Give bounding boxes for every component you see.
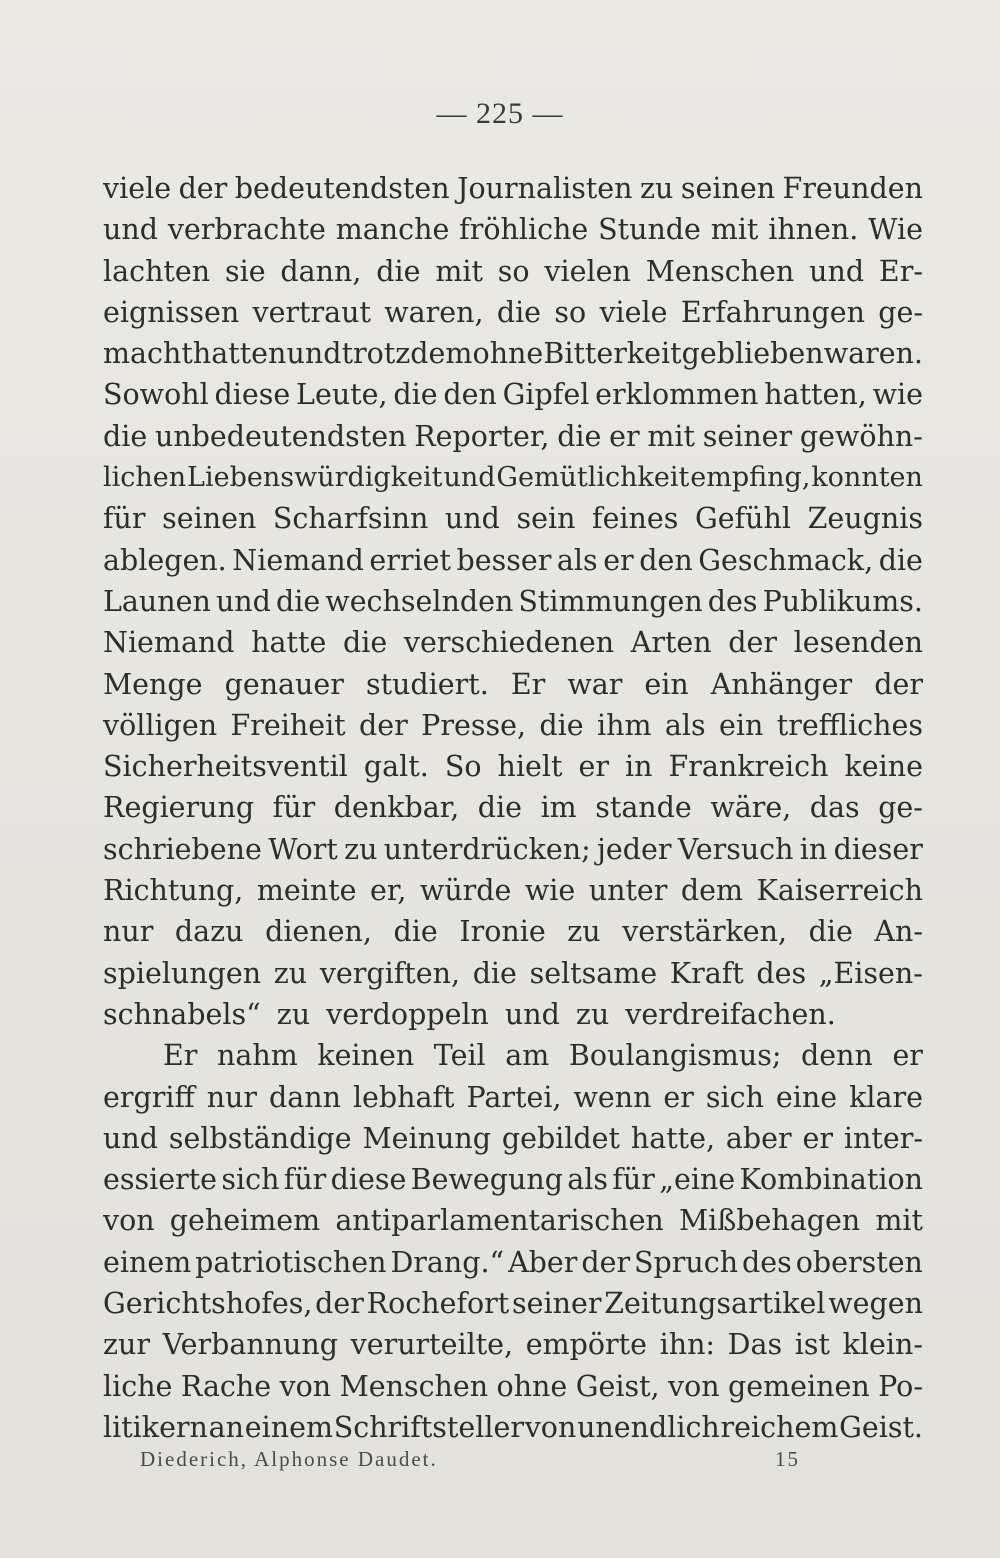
word: er [802, 1121, 834, 1155]
word: verdreifachen. [625, 997, 836, 1031]
word: die [472, 956, 517, 990]
word: Freunden [782, 172, 923, 205]
word: ihn: [659, 1328, 716, 1362]
word: zu [276, 997, 311, 1031]
word: ein [719, 708, 764, 742]
text-line [103, 1283, 923, 1324]
word: Gerichtshofes, [103, 1287, 313, 1321]
word: der [359, 708, 408, 742]
word: seinen [680, 172, 776, 205]
word: konnten [811, 462, 923, 494]
word: ge- [878, 791, 923, 825]
word: klein- [842, 1328, 923, 1362]
word: Sicherheitsventil [103, 750, 348, 784]
word: und [103, 1121, 158, 1155]
word: Wie [868, 213, 923, 247]
word: Richtung, [103, 874, 244, 908]
word: er [578, 750, 609, 784]
word: „Eisen- [818, 956, 923, 990]
word: geblieben [681, 337, 824, 371]
word: denn [801, 1039, 873, 1073]
word: wenn [573, 1080, 652, 1114]
word: Verbannung [162, 1328, 338, 1362]
word: Sowohl [103, 378, 209, 412]
word: mit [875, 1204, 923, 1238]
word: unter [588, 874, 668, 908]
word: Partei, [466, 1080, 562, 1114]
text-line [103, 374, 923, 415]
word: von [103, 1204, 155, 1238]
word: und [504, 997, 560, 1031]
word: denkbar, [333, 791, 460, 825]
word: Geschmack, [698, 543, 874, 577]
text-line [103, 953, 923, 994]
word: Gemütlichkeit [496, 462, 690, 494]
word: Niemand [103, 626, 235, 660]
word: Ironie [459, 915, 546, 949]
word: erklommen [595, 378, 759, 412]
text-line [103, 787, 923, 828]
word: verschiedenen [403, 626, 615, 660]
word: spielungen [103, 956, 262, 990]
word: selbständige [168, 1121, 352, 1155]
word: verurteilte, [350, 1328, 514, 1362]
text-line [103, 498, 923, 539]
word: seiner [512, 1287, 602, 1321]
word: und [286, 337, 342, 371]
word: und [809, 254, 865, 288]
word: nur [103, 915, 154, 949]
word: dienen, [265, 915, 372, 949]
word: lichen [103, 462, 187, 494]
word: die [808, 915, 853, 949]
text-line [103, 870, 923, 911]
word: Reporter, [414, 419, 550, 453]
word: hatten, [764, 378, 867, 412]
word: die [477, 791, 523, 825]
text-line [103, 1035, 923, 1076]
word: sich [221, 1163, 280, 1197]
body-text [103, 168, 923, 1448]
word: reichem [720, 1410, 839, 1444]
word: fröhliche [459, 213, 589, 247]
word: ohne [496, 1369, 568, 1403]
word: Stimmungen [518, 584, 703, 618]
word: Scharfsinn [272, 502, 429, 536]
word: inter- [843, 1121, 923, 1155]
word: Boulangismus; [568, 1039, 782, 1073]
word: völligen [103, 708, 218, 742]
word: wäre, [710, 791, 792, 825]
text-line [103, 1200, 923, 1241]
text-line [103, 911, 923, 952]
word: das [809, 791, 860, 825]
word: der [581, 1245, 631, 1279]
word: ergriff [103, 1080, 195, 1114]
word: die [557, 419, 602, 453]
word: Niemand [232, 543, 364, 577]
text-line [103, 622, 923, 663]
word: für [612, 1163, 655, 1197]
word: Er [163, 1039, 198, 1073]
word: unendlich [577, 1410, 720, 1444]
word: ist [794, 1328, 830, 1362]
word: zu [567, 915, 601, 949]
word: dem [680, 874, 744, 908]
word: als [556, 543, 598, 577]
word: gewöhn- [799, 419, 923, 453]
word: von [668, 1369, 720, 1403]
word: galt. [363, 750, 429, 784]
word: Stunde [598, 213, 701, 247]
word: nahm [217, 1039, 298, 1073]
word: seiner [702, 419, 793, 453]
word: lebhaft [352, 1080, 455, 1114]
word: Schriftsteller [333, 1410, 524, 1444]
footer-sheet-mark: 15 [775, 1447, 800, 1471]
word: bedeutendsten [234, 172, 450, 205]
word: Aber [508, 1245, 578, 1279]
word: erriet [369, 543, 451, 577]
word: unterdrücken; [383, 832, 591, 866]
word: an [208, 1410, 245, 1444]
word: Bitterkeit [543, 337, 682, 371]
word: meinte [256, 874, 357, 908]
word: Liebenswürdigkeit [187, 462, 443, 494]
word: die [275, 584, 321, 618]
word: wie [524, 874, 576, 908]
word: zu [575, 997, 610, 1031]
word: Rochefort [366, 1287, 510, 1321]
text-line [103, 1324, 923, 1365]
text-line [103, 746, 923, 787]
page-number: — 225 — [436, 97, 564, 130]
word: ein [644, 667, 689, 701]
word: mit [710, 213, 759, 247]
word: Menschen [645, 254, 795, 288]
word: er [892, 1039, 923, 1073]
text-line [103, 1159, 923, 1200]
word: die [376, 254, 421, 288]
word: die [103, 419, 148, 453]
word: verstärken, [622, 915, 788, 949]
word: den [443, 378, 497, 412]
word: keinen [317, 1039, 415, 1073]
word: seinen [162, 502, 257, 536]
word: Anhänger [710, 667, 853, 701]
word: zur [103, 1328, 150, 1362]
word: Arten [630, 626, 712, 660]
word: Gefühl [694, 502, 791, 536]
word: macht [103, 337, 193, 371]
word: Rache [180, 1369, 272, 1403]
word: Das [727, 1328, 783, 1362]
word: für [283, 1163, 327, 1197]
word: Menschen [339, 1369, 489, 1403]
word: nur [206, 1080, 258, 1114]
text-line [103, 1366, 923, 1407]
word: gemeinen [728, 1369, 870, 1403]
word: Po- [878, 1369, 923, 1403]
word: Leute, [296, 378, 388, 412]
word: waren, [384, 295, 484, 329]
word: dazu [174, 915, 244, 949]
word: Geist, [575, 1369, 660, 1403]
word: trotzdem [341, 337, 473, 371]
text-line [103, 168, 923, 209]
word: vergiften, [319, 956, 461, 990]
word: als [664, 708, 706, 742]
word: antiparlamentarischen [335, 1204, 664, 1238]
word: einem [103, 1245, 192, 1279]
page-footer [140, 1447, 800, 1472]
word: Frankreich [668, 750, 829, 784]
word: er [609, 419, 640, 453]
text-line [103, 1077, 923, 1118]
word: hatte, [630, 1121, 716, 1155]
word: studiert. [365, 667, 489, 701]
word: ohne [472, 337, 544, 371]
word: einem [244, 1410, 333, 1444]
word: die [539, 708, 584, 742]
word: diese [330, 1163, 407, 1197]
word: liche [103, 1369, 173, 1403]
word: wegen [828, 1287, 923, 1321]
word: der [178, 172, 228, 205]
word: der [315, 1287, 364, 1321]
word: den [639, 543, 693, 577]
word: am [505, 1039, 550, 1073]
word: essierte [103, 1163, 218, 1197]
word: so [497, 254, 530, 288]
word: besser [456, 543, 552, 577]
word: zu [640, 172, 674, 205]
word: für [272, 791, 316, 825]
word: so [554, 295, 587, 329]
word: stande [595, 791, 692, 825]
text-line [103, 1242, 923, 1283]
word: Menge [103, 667, 203, 701]
word: klare [849, 1080, 923, 1114]
text-line [103, 829, 923, 870]
word: die [496, 295, 542, 329]
word: die [342, 626, 388, 660]
word: als [567, 1163, 609, 1197]
text-line [103, 994, 923, 1035]
word: die [393, 378, 438, 412]
word: manche [335, 213, 450, 247]
word: der [728, 626, 778, 660]
word: lesenden [793, 626, 923, 660]
text-line [103, 664, 923, 705]
word: eignissen [103, 295, 240, 329]
word: er [663, 1080, 694, 1114]
word: Kraft [669, 956, 744, 990]
word: Publikums. [762, 584, 923, 618]
word: hatten [192, 337, 287, 371]
word: verbrachte [167, 213, 326, 247]
word: Versuch [677, 832, 794, 866]
word: sich [705, 1080, 764, 1114]
word: sie [224, 254, 266, 288]
text-line [103, 416, 923, 457]
word: im [540, 791, 577, 825]
word: waren. [823, 337, 923, 371]
word: er, [370, 874, 407, 908]
word: Zeugnis [807, 502, 923, 536]
word: litikern [103, 1410, 208, 1444]
word: An- [874, 915, 923, 949]
word: genauer [224, 667, 344, 701]
word: hielt [497, 750, 563, 784]
word: ihm [597, 708, 652, 742]
text-line [103, 581, 923, 622]
text-line [103, 705, 923, 746]
word: Kaiserreich [756, 874, 923, 908]
word: jeder [597, 832, 672, 866]
word: des [742, 1245, 792, 1279]
word: zu [273, 956, 308, 990]
text-line [103, 540, 923, 581]
text-line [103, 209, 923, 250]
text-line [103, 251, 923, 292]
word: Freiheit [230, 708, 346, 742]
word: dieser [833, 832, 923, 866]
word: lachten [103, 254, 211, 288]
word: Wort [268, 832, 338, 866]
word: seltsame [529, 956, 658, 990]
word: des [707, 584, 758, 618]
text-line [103, 333, 923, 374]
word: Journalisten [457, 172, 633, 205]
text-line [103, 292, 923, 333]
word: die [393, 915, 438, 949]
word: Geist. [839, 1410, 923, 1444]
word: mit [647, 419, 695, 453]
word: Erfahrungen [680, 295, 865, 329]
word: und [215, 584, 271, 618]
footer-signature: Diederich, Alphonse Daudet. [140, 1447, 438, 1471]
word: Mißbehagen [678, 1204, 861, 1238]
word: viele [103, 172, 172, 205]
word: und [444, 502, 500, 536]
word: Meinung [362, 1121, 491, 1155]
word: zu [344, 832, 378, 866]
word: er [603, 543, 634, 577]
word: „eine [659, 1163, 736, 1197]
word: dann, [280, 254, 362, 288]
word: Er- [878, 254, 923, 288]
word: aber [725, 1121, 792, 1155]
word: vertraut [252, 295, 371, 329]
word: treffliches [776, 708, 923, 742]
word: die [878, 543, 923, 577]
word: und [443, 462, 496, 494]
word: empfing, [690, 462, 811, 494]
word: Spruch [634, 1245, 739, 1279]
word: vielen [544, 254, 631, 288]
word: Er [510, 667, 546, 701]
word: unbedeutendsten [154, 419, 407, 453]
word: Gipfel [502, 378, 590, 412]
word: Drang.“ [390, 1245, 505, 1279]
word: Zeitungsartikel [604, 1287, 826, 1321]
word: wechselnden [325, 584, 514, 618]
word: Teil [433, 1039, 486, 1073]
word: dann [269, 1080, 341, 1114]
word: empörte [525, 1328, 647, 1362]
word: Bewegung [410, 1163, 563, 1197]
word: in [799, 832, 828, 866]
word: mit [435, 254, 483, 288]
word: patriotischen [195, 1245, 387, 1279]
word: in [625, 750, 653, 784]
word: von [524, 1410, 577, 1444]
text-line [103, 1407, 923, 1448]
word: Regierung [103, 791, 255, 825]
word: sein [516, 502, 576, 536]
word: des [756, 956, 807, 990]
word: Launen [103, 584, 211, 618]
word: schriebene [103, 832, 262, 866]
word: wie [872, 378, 923, 412]
word: war [567, 667, 623, 701]
word: ihnen. [768, 213, 859, 247]
word: obersten [795, 1245, 923, 1279]
word: schnabels“ [103, 997, 261, 1031]
word: geheimem [169, 1204, 321, 1238]
word: für [103, 502, 146, 536]
word: feines [592, 502, 679, 536]
word: ablegen. [103, 543, 227, 577]
word: gebildet [501, 1121, 620, 1155]
word: und [103, 213, 158, 247]
word: keine [844, 750, 923, 784]
text-line [103, 1118, 923, 1159]
word: von [279, 1369, 332, 1403]
word: So [444, 750, 482, 784]
word: viele [599, 295, 668, 329]
word: diese [214, 378, 291, 412]
word: Kombination [739, 1163, 923, 1197]
word: ge- [878, 295, 923, 329]
text-line [103, 457, 923, 498]
word: würde [419, 874, 512, 908]
word: Presse, [421, 708, 526, 742]
word: eine [775, 1080, 838, 1114]
word: hatte [251, 626, 327, 660]
word: verdoppeln [326, 997, 489, 1031]
word: der [874, 667, 923, 701]
